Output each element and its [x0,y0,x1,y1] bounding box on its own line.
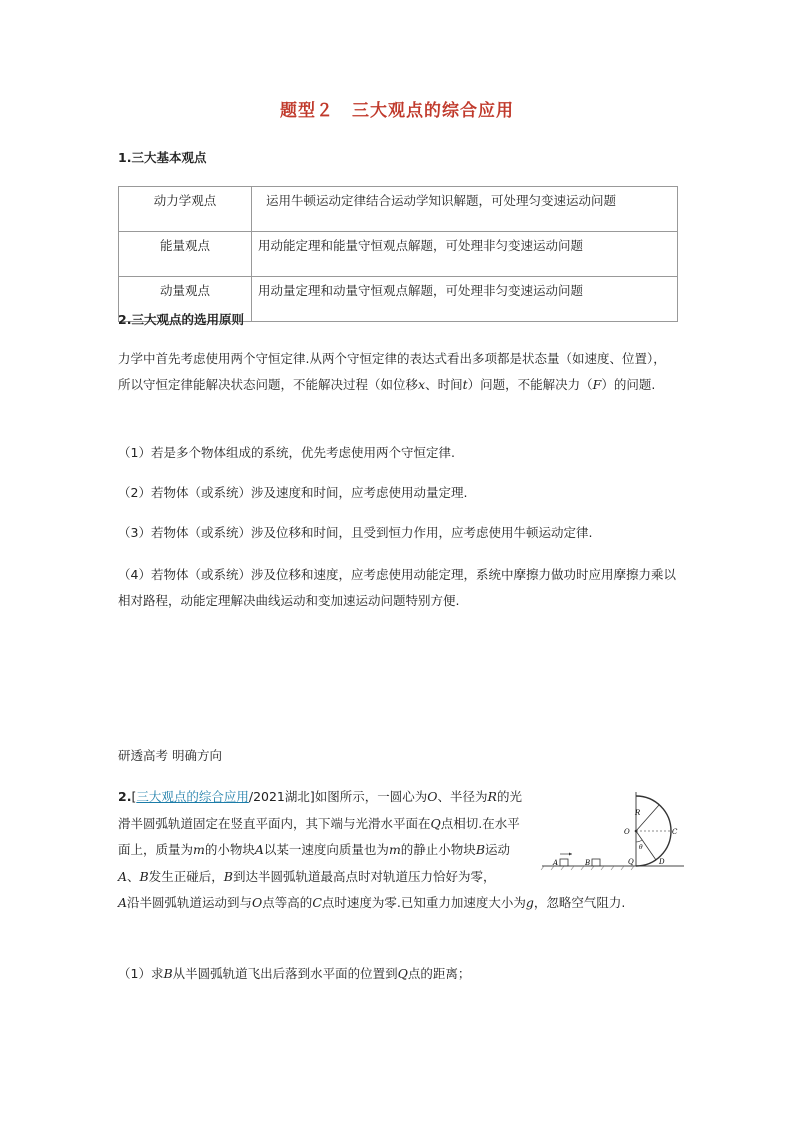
topic-link[interactable]: 三大观点的综合应用 [136,789,249,804]
semicircle-track-diagram [538,782,688,872]
label-a: A [553,859,559,867]
question-1: （1）求B从半圆弧轨道飞出后落到水平面的位置到Q点的距离； [118,966,471,981]
viewpoints-table [118,186,678,322]
principle-item: （1）若是多个物体组成的系统，优先考虑使用两个守恒定律. [118,445,455,460]
row-desc: 运用牛顿运动定律结合运动学知识解题，可处理匀变速运动问题 [252,187,678,232]
row-desc: 用动量定理和动量守恒观点解题，可处理非匀变速运动问题 [252,277,678,322]
table-row [119,232,678,277]
label-b: B [585,859,591,867]
theta-arc [636,840,642,842]
principle-item: （2）若物体（或系统）涉及速度和时间，应考虑使用动量定理. [118,485,468,500]
label-d: D [659,858,665,866]
label-c: C [672,828,678,836]
section-2-heading: 2.三大观点的选用原则 [118,312,244,327]
block-a [560,859,568,866]
page-title: 题型２ 三大观点的综合应用 [280,101,514,121]
row-name: 动量观点 [119,277,252,322]
block-b [592,859,600,866]
center-dot [635,830,638,833]
label-o: O [624,828,630,836]
section-1-heading: 1.三大基本观点 [118,150,207,165]
label-r: R [635,809,641,817]
principle-item: （4）若物体（或系统）涉及位移和速度，应考虑使用动能定理，系统中摩擦力做功时应用摩擦力乘以相对路程，动能定理解决曲线运动和变加速运动问题特别方便. [118,567,676,608]
row-name: 动力学观点 [119,187,252,232]
principle-item: （3）若物体（或系统）涉及位移和时间，且受到恒力作用，应考虑使用牛顿运动定律. [118,525,593,540]
arrow-head-icon [569,853,572,856]
label-theta: θ [639,844,643,851]
row-desc: 用动能定理和能量守恒观点解题，可处理非匀变速运动问题 [252,232,678,277]
intro-paragraph: 力学中首先考虑使用两个守恒定律.从两个守恒定律的表达式看出多项都是状态量（如速度、位置），所以守恒定律能解决状态问题，不能解决过程（如位移x、时间t）问题，不能解决力（F）的问题. [118,351,666,392]
label-q: Q [628,858,634,866]
row-name: 能量观点 [119,232,252,277]
subtitle: 研透高考 明确方向 [118,748,222,763]
table-row [119,187,678,232]
problem-text: 2.[三大观点的综合应用/2021湖北]如图所示，一圆心为O、半径为R的光滑半圆弧轨道固定在竖直平面内，其下端与光滑水平面在Q点相切.在水平面上，质量为m的小物块A以某一速度向质量也为m的静止小物块B运动A、B发生正碰后，B到达半圆弧轨道最高点时对轨道压力恰好为零， A沿半圆弧轨道运动到与O点等高的C点时速度为零.已知重力加速度大小为g，忽略空气阻力. [118,789,626,910]
